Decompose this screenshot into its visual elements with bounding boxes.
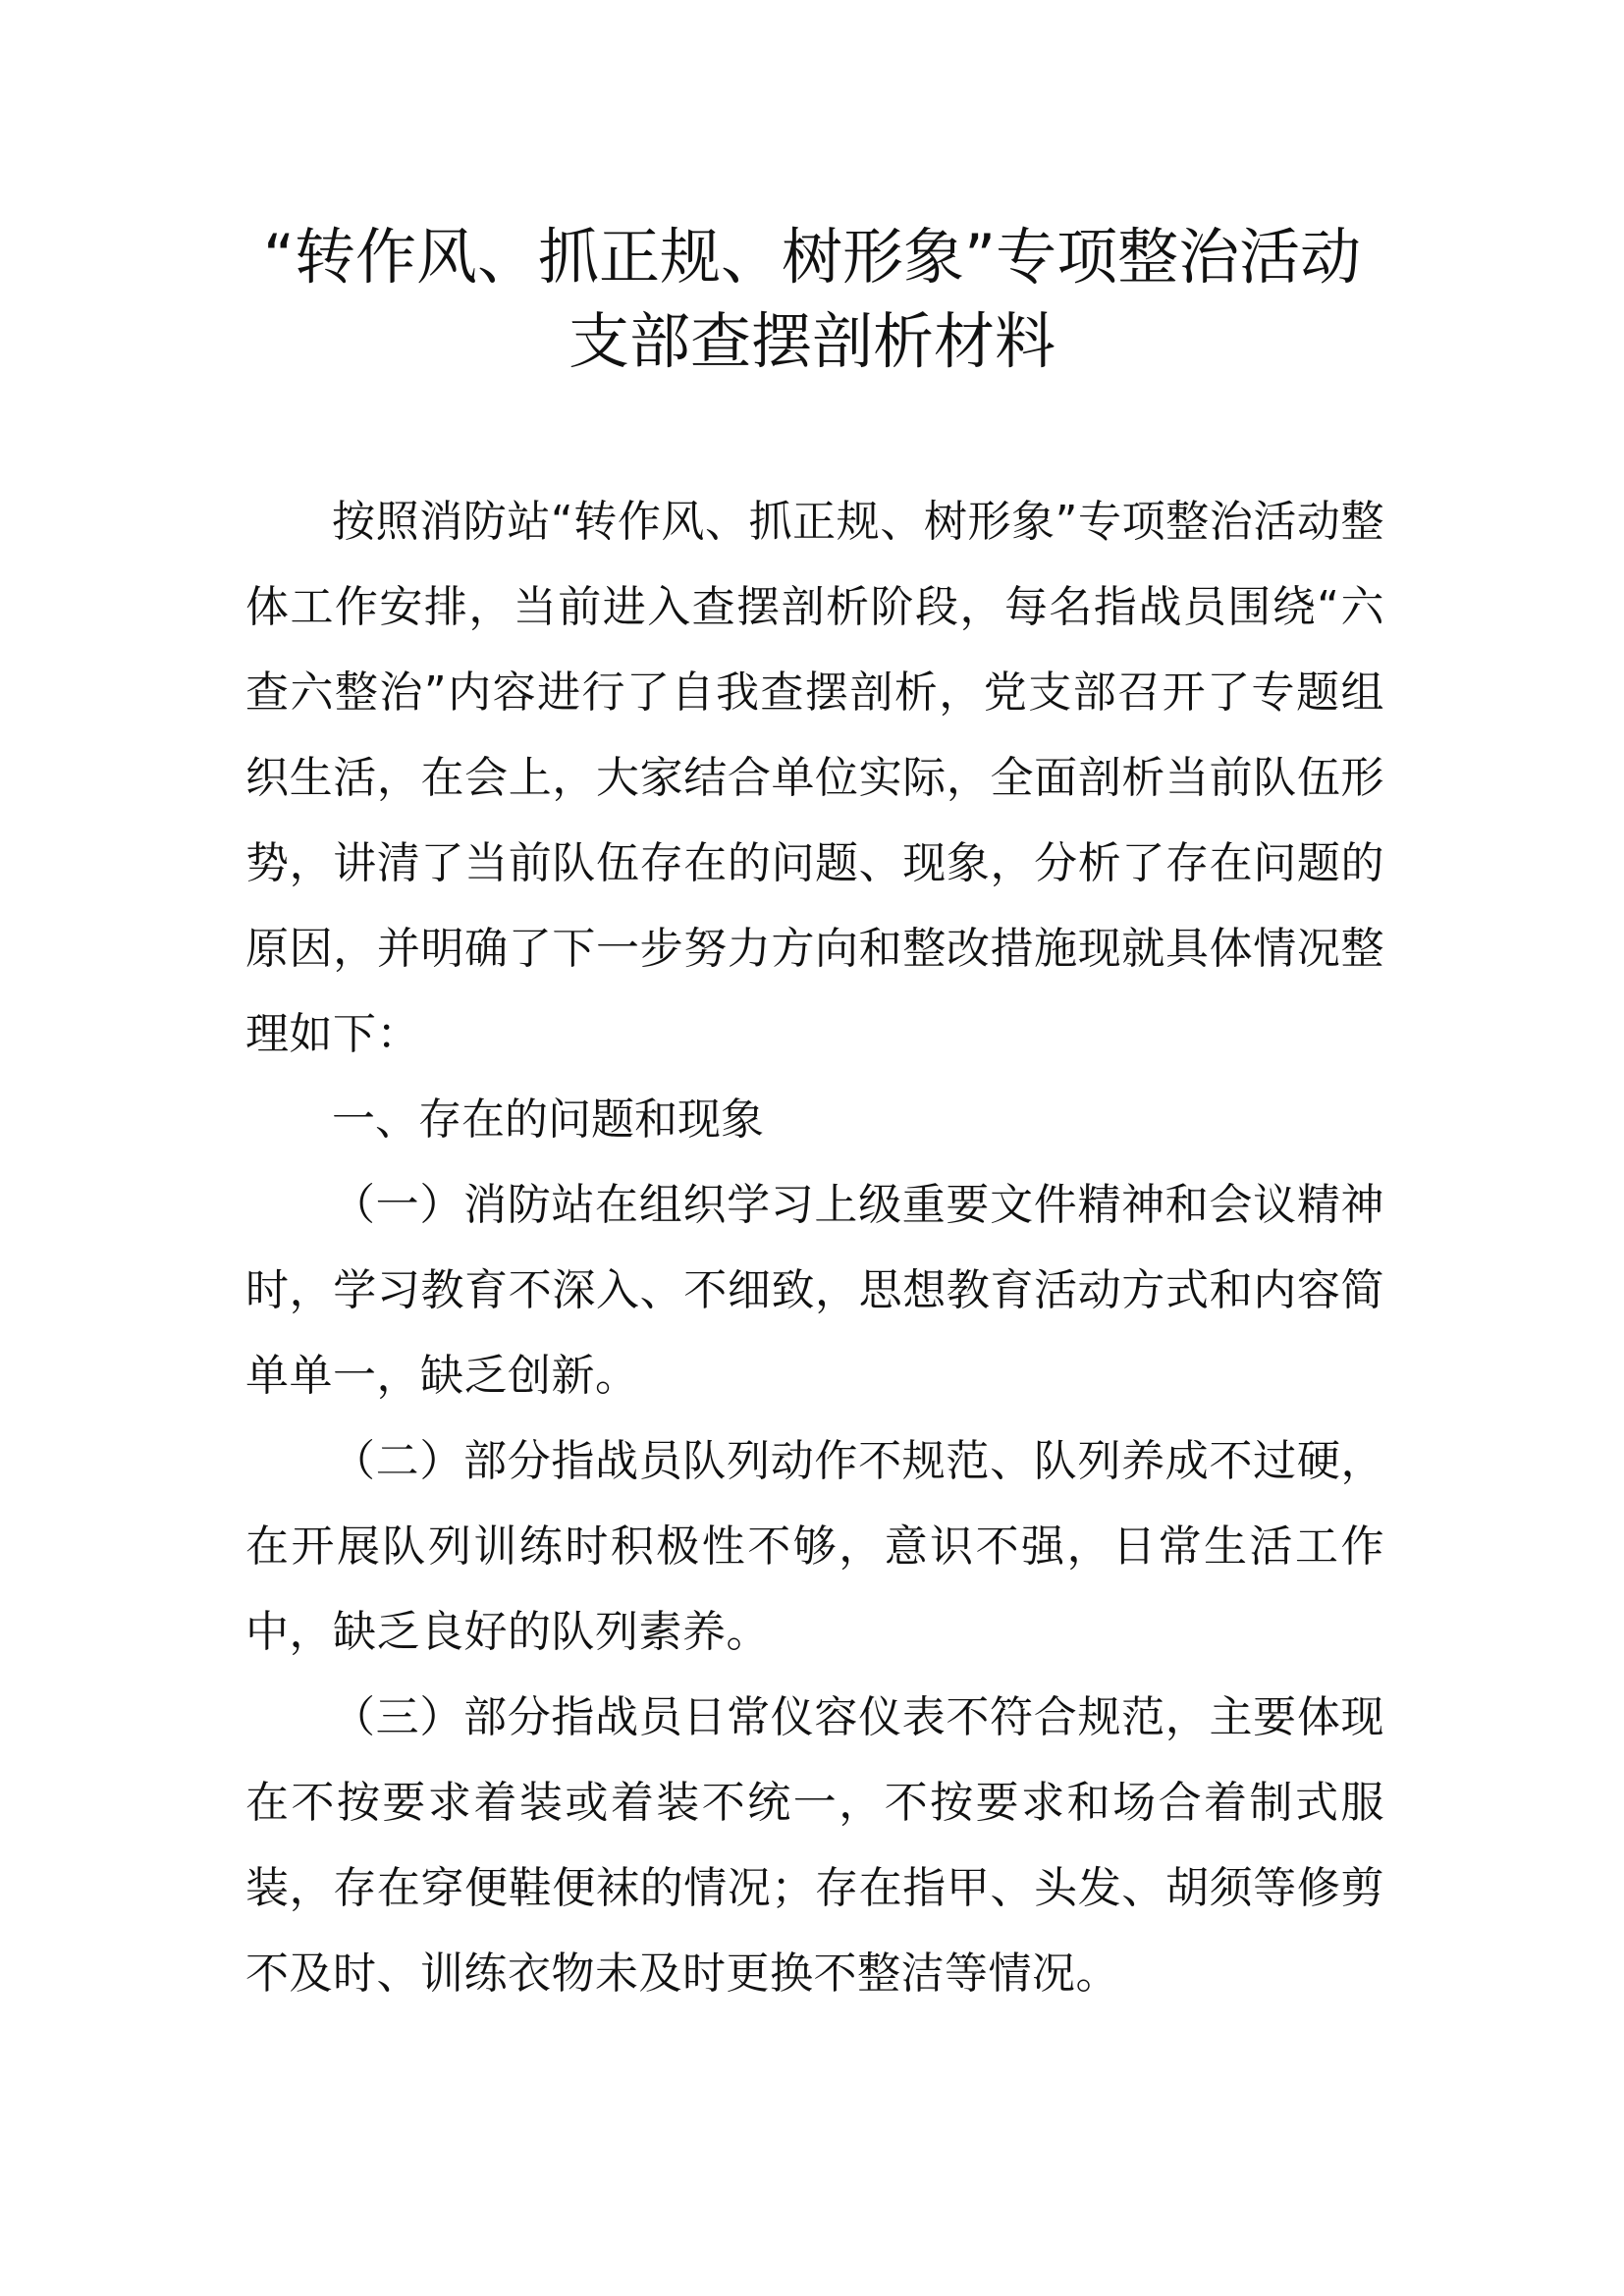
- problem-item-2: （二）部分指战员队列动作不规范、队列养成不过硬，在开展队列训练时积极性不够，意识不强，日常生活工作中，缺乏良好的队列素养。: [245, 1436, 1384, 1657]
- document-title-line-1: “转作风、抓正规、树形象”专项整治活动: [262, 221, 1362, 293]
- section-heading: 一、存在的问题和现象: [332, 1095, 764, 1145]
- intro-paragraph: 按照消防站“转作风、抓正规、树形象”专项整治活动整体工作安排，当前进入查摆剖析阶段，每名指战员围绕“六查六整治”内容进行了自我查摆剖析，党支部召开了专题组织生活，在会上，大家结合单位实际，全面剖析当前队伍形势，讲清了当前队伍存在的问题、现象，分析了存在问题的原因，并明确了下一步努力方向和整改措施现就具体情况整理如下：: [245, 497, 1384, 1059]
- document-body: [245, 479, 1384, 2016]
- problem-item-3: （三）部分指战员日常仪容仪表不符合规范，主要体现在不按要求着装或着装不统一，不按要求和场合着制式服装，存在穿便鞋便袜的情况；存在指甲、头发、胡须等修剪不及时、训练衣物未及时更换不整洁等情况。: [245, 1692, 1384, 1999]
- problem-item-1: （一）消防站在组织学习上级重要文件精神和会议精神时，学习教育不深入、不细致，思想教育活动方式和内容简单单一，缺乏创新。: [245, 1180, 1384, 1401]
- document-title-line-2: 支部查摆剖析材料: [568, 305, 1056, 377]
